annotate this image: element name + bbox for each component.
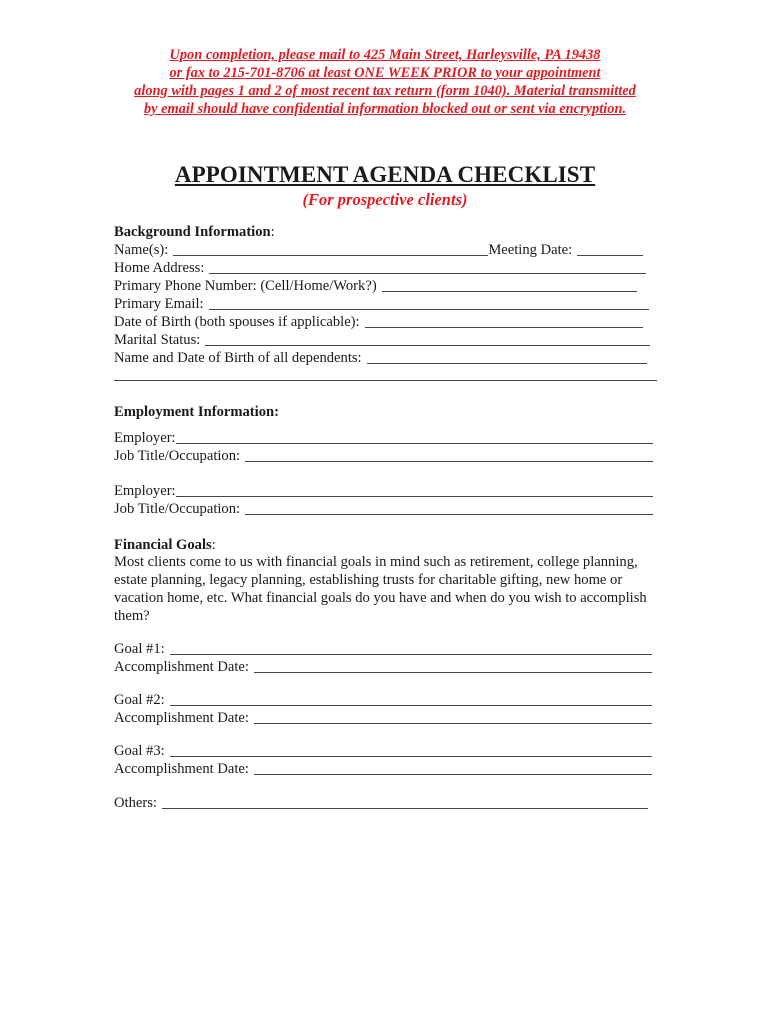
employer-row-2 — [114, 482, 653, 500]
goal2-label: Goal #2: — [114, 692, 165, 708]
home-address-field[interactable] — [209, 259, 646, 274]
email-row — [114, 295, 649, 313]
goal2-field[interactable] — [170, 691, 652, 706]
job-title-field[interactable] — [245, 447, 653, 462]
meeting-date-field[interactable] — [577, 241, 643, 256]
dob-row — [114, 313, 643, 331]
page-subtitle: (For prospective clients) — [302, 190, 468, 209]
goal3-label: Goal #3: — [114, 743, 165, 759]
notice-line: along with pages 1 and 2 of most recent tax return (form 1040). Material transmitted — [134, 83, 636, 99]
names-row — [114, 241, 643, 259]
others-field[interactable] — [162, 794, 648, 809]
goal2-date-row — [114, 709, 652, 727]
others-label: Others: — [114, 795, 157, 811]
job-title-field[interactable] — [245, 500, 653, 515]
dob-label: Date of Birth (both spouses if applicable): — [114, 314, 360, 330]
goals-description: Most clients come to us with financial goals in mind such as retirement, college planning, estate planning, legacy planning, establishing trusts for charitable gifting, new home or vacation home, etc. What financial goals do you have and when do you wish to accomplish them? — [114, 554, 647, 624]
section-heading-goals: Financial Goals — [114, 537, 212, 553]
goal3-date-field[interactable] — [254, 760, 652, 775]
dependents-row — [114, 349, 647, 367]
accomplishment-date-label: Accomplishment Date: — [114, 659, 249, 675]
phone-label: Primary Phone Number: (Cell/Home/Work?) — [114, 278, 377, 294]
email-field[interactable] — [209, 295, 649, 310]
employer-label: Employer: — [114, 483, 176, 499]
mailing-instructions — [60, 46, 710, 118]
accomplishment-date-label: Accomplishment Date: — [114, 710, 249, 726]
section-heading-employment: Employment Information: — [114, 404, 279, 420]
goal3-row — [114, 742, 652, 760]
heading-colon: : — [270, 224, 275, 240]
goal1-date-row — [114, 658, 652, 676]
employer-row-1 — [114, 429, 653, 447]
background-heading-row — [114, 223, 275, 241]
marital-label: Marital Status: — [114, 332, 201, 348]
goal3-field[interactable] — [170, 742, 652, 757]
employer-label: Employer: — [114, 430, 176, 446]
page-title: APPOINTMENT AGENDA CHECKLIST — [174, 162, 596, 187]
dependents-label: Name and Date of Birth of all dependents: — [114, 350, 362, 366]
email-label: Primary Email: — [114, 296, 204, 312]
marital-field[interactable] — [205, 331, 650, 346]
job-title-label: Job Title/Occupation: — [114, 501, 241, 517]
goal3-date-row — [114, 760, 652, 778]
heading-colon: : — [211, 537, 216, 553]
notice-line: or fax to 215-701-8706 at least ONE WEEK PRIOR to your appointment — [169, 65, 601, 81]
notice-line: by email should have confidential information blocked out or sent via encryption. — [143, 101, 627, 117]
phone-row — [114, 277, 637, 295]
accomplishment-date-label: Accomplishment Date: — [114, 761, 249, 777]
goal1-label: Goal #1: — [114, 641, 165, 657]
goal1-field[interactable] — [170, 640, 652, 655]
job-title-row-1 — [114, 447, 653, 465]
goals-heading-row — [114, 536, 216, 554]
names-label: Name(s): — [114, 242, 169, 258]
home-address-row — [114, 259, 646, 277]
goal1-date-field[interactable] — [254, 658, 652, 673]
job-title-row-2 — [114, 500, 653, 518]
names-field[interactable] — [173, 241, 488, 256]
goal2-date-field[interactable] — [254, 709, 652, 724]
others-row — [114, 794, 648, 812]
dob-field[interactable] — [365, 313, 643, 328]
dependents-field[interactable] — [367, 349, 647, 364]
employer-field[interactable] — [176, 429, 653, 444]
phone-field[interactable] — [382, 277, 637, 292]
marital-row — [114, 331, 650, 349]
goal2-row — [114, 691, 652, 709]
job-title-label: Job Title/Occupation: — [114, 448, 241, 464]
dependents-field-line2[interactable] — [114, 380, 657, 381]
meeting-date-label: Meeting Date: — [488, 242, 573, 258]
home-address-label: Home Address: — [114, 260, 205, 276]
goal1-row — [114, 640, 652, 658]
notice-line: Upon completion, please mail to 425 Main Street, Harleysville, PA 19438 — [169, 47, 601, 63]
section-heading-background: Background Information — [114, 224, 271, 240]
employment-heading-row — [114, 403, 279, 421]
employer-field[interactable] — [176, 482, 653, 497]
